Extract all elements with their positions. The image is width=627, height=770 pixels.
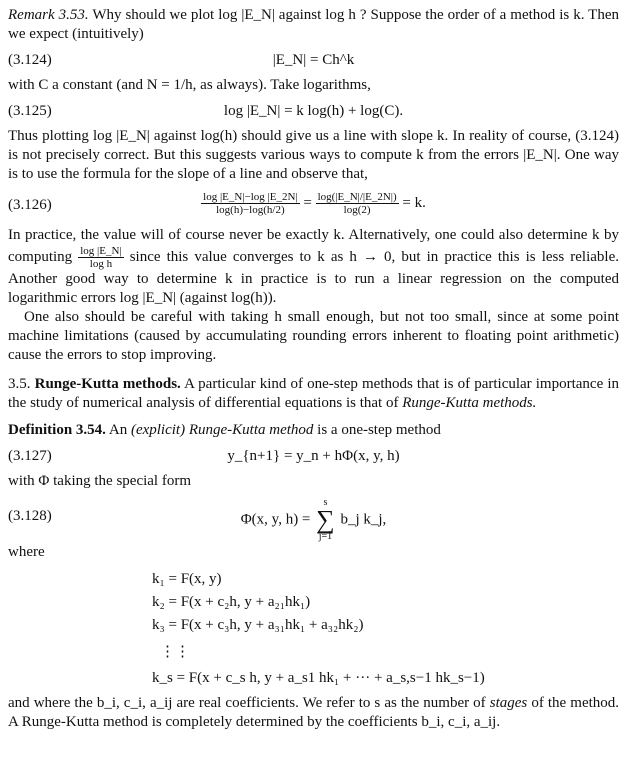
stage-ks: k_s = F(x + c_s h, y + a_s1 hk₁ + ··· + a_s,s−1 hk_s−1) xyxy=(152,670,485,686)
equation-body: y_{n+1} = y_n + hΦ(x, y, h) xyxy=(227,448,400,464)
section-term: Runge-Kutta methods. xyxy=(402,395,537,411)
equation-3-128 xyxy=(8,495,619,542)
equation-body xyxy=(8,498,619,542)
equation-3-125 xyxy=(8,99,619,123)
fraction-numerator: log |E_N|−log |E_2N| xyxy=(203,191,298,203)
text-segment: of the method. A Runge-Kutta method is completely determined by the coefficients b_i, c_i, a_ij. xyxy=(8,695,620,730)
stage-k3: k₃ = F(x + c₃h, y + a₃₁hk₁ + a₃₂hk₂) xyxy=(152,617,364,633)
fraction-denominator: log h xyxy=(89,258,113,270)
equation-number: (3.125) xyxy=(8,103,52,119)
equation-lhs: Φ(x, y, h) = xyxy=(240,511,311,528)
stages-term: stages xyxy=(489,695,528,711)
equation-3-126 xyxy=(8,188,619,222)
equation-result: = k. xyxy=(402,194,426,211)
paragraph-phi-form: with Φ taking the special form xyxy=(8,473,192,489)
equation-rhs: b_j k_j, xyxy=(340,511,387,528)
stage-k1: k₁ = F(x, y) xyxy=(152,571,222,587)
paragraph-constant: with C a constant (and N = 1/h, as always). Take logarithms, xyxy=(8,77,371,93)
text-segment: An xyxy=(108,422,128,438)
text-segment: since this value converges to k as h → 0, but in practice this is less reliable. Another good way to determine k in practice is to run a linear regression on the computed logarithmic errors log |E_N| (against log(h)). xyxy=(8,248,620,306)
definition-term: (explicit) Runge-Kutta method xyxy=(130,422,314,438)
section-text: A particular kind of one-step methods that is of particular importance in the study of numerical analysis of differential equations is that of xyxy=(8,376,619,411)
paragraph-where: where xyxy=(8,544,45,560)
equation-number: (3.126) xyxy=(8,197,52,213)
stage-ellipsis: ⋮⋮ xyxy=(160,644,190,660)
equals-sign: = xyxy=(303,194,316,211)
inline-fraction xyxy=(78,245,123,270)
sum-lower: j=1 xyxy=(318,531,333,542)
section-runge-kutta xyxy=(8,375,619,413)
fraction-denominator: log(2) xyxy=(343,204,371,216)
paragraph-slope: Thus plotting log |E_N| against log(h) should give us a line with slope k. In reality of course, (3.124) is not precisely correct. But this suggests various ways to compute k from the errors |E_N|. One way is to use the formula for the slope of a line and observe that, xyxy=(8,128,619,182)
section-title: Runge-Kutta methods. xyxy=(34,376,181,392)
section-number: 3.5. xyxy=(8,376,31,392)
fraction-numerator: log(|E_N|/|E_2N|) xyxy=(317,191,397,203)
remark-paragraph xyxy=(8,6,619,44)
stage-equations xyxy=(152,568,619,690)
text-segment: In practice, the value will of course never be exactly k. Alternatively, one could also determine k by computing xyxy=(8,227,619,265)
equation-number: (3.128) xyxy=(8,508,52,524)
paragraph-practice xyxy=(8,226,619,308)
remark-intro: Why should we plot log |E_N| against log h ? Suppose the order of a method is k. Then we expect (intuitively) xyxy=(8,7,619,42)
equation-3-124 xyxy=(8,48,619,72)
fraction-numerator: log |E_N| xyxy=(80,245,122,257)
remark-label: Remark 3.53. xyxy=(8,7,89,23)
sum-upper: s xyxy=(323,497,328,508)
text-segment: and where the b_i, c_i, a_ij are real coefficients. We refer to s as the number of xyxy=(8,695,486,711)
paragraph-closing xyxy=(8,694,619,732)
equation-number: (3.124) xyxy=(8,52,52,68)
equation-body: log |E_N| = k log(h) + log(C). xyxy=(223,103,404,119)
equation-body xyxy=(8,191,619,216)
text-segment: is a one-step method xyxy=(317,422,441,438)
sigma-symbol: ∑ xyxy=(316,505,335,534)
stage-k2: k₂ = F(x + c₂h, y + a₂₁hk₁) xyxy=(152,594,311,610)
paragraph-machine-limits: One also should be careful with taking h small enough, but not too small, since at some point machine limitations (caused by accumulating rounding errors inherent to floating point arithmetic) cause the errors to stop improving. xyxy=(8,309,619,363)
equation-3-127 xyxy=(8,444,619,468)
fraction-slope xyxy=(201,191,299,216)
definition-paragraph xyxy=(8,421,619,440)
fraction-ratio xyxy=(316,191,399,216)
equation-body: |E_N| = Ch^k xyxy=(272,52,355,68)
definition-label: Definition 3.54. xyxy=(8,422,106,438)
summation xyxy=(316,498,335,542)
equation-number: (3.127) xyxy=(8,448,52,464)
fraction-denominator: log(h)−log(h/2) xyxy=(216,204,285,216)
